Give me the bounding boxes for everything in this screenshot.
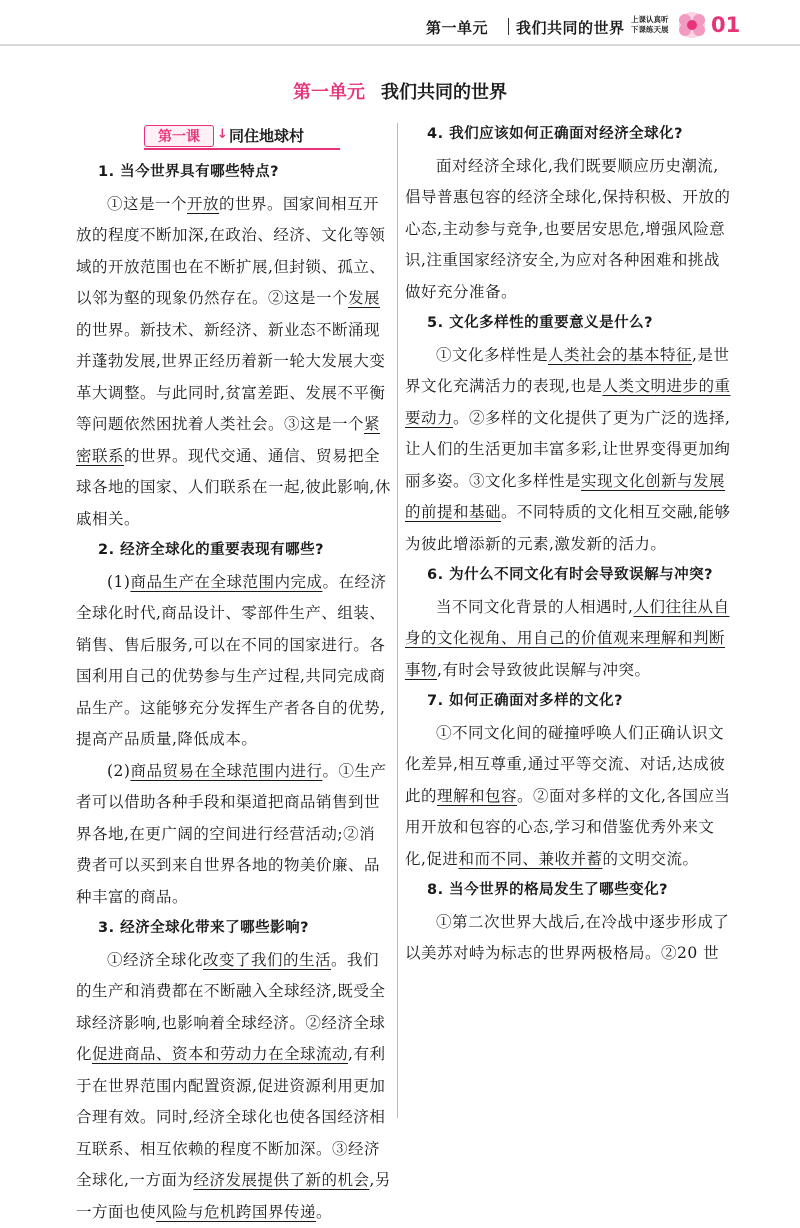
answer-7: ①不同文化间的碰撞呼唤人们正确认识文化差异,相互尊重,通过平等交流、对话,达成彼此的理解和包容。②面对多样的文化,各国应当用开放和包容的心态,学习和借鉴优秀外来文化,促进和而不同、兼收并蓄的文明交流。	[405, 718, 731, 876]
key-term: 和而不同、兼收并蓄	[458, 850, 602, 868]
key-term: 开放	[187, 195, 219, 213]
key-term: 改变了我们的生活	[203, 951, 331, 969]
flower-logo-icon	[675, 10, 709, 40]
key-term: 经济发展提供了新的机会	[193, 1171, 369, 1189]
down-arrow-icon: ↓	[217, 127, 228, 142]
key-term: 商品贸易在全球范围内进行	[130, 762, 322, 780]
header-unit-label: 第一单元	[426, 17, 488, 38]
question-2: 2. 经济全球化的重要表现有哪些?	[76, 535, 391, 567]
key-term: 风险与危机跨国界传递	[156, 1203, 316, 1221]
key-term: 人类文明进步的重要动力	[405, 377, 730, 427]
answer-3: ①经济全球化改变了我们的生活。我们的生产和消费都在不断融入全球经济,既受全球经济影响,也影响着全球经济。②经济全球化促进商品、资本和劳动力在全球流动,有利于在世界范围内配置资源,促进资源利用更加合理有效。同时,经济全球化也使各国经济相互联系、相互依赖的程度不断加深。③经济全球化,一方面为经济发展提供了新的机会,另一方面也使风险与危机跨国界传递。	[76, 945, 391, 1228]
answer-1: ①这是一个开放的世界。国家间相互开放的程度不断加深,在政治、经济、文化等领域的开放范围也在不断扩展,但封锁、孤立、以邻为壑的现象仍然存在。②这是一个发展的世界。新技术、新经济、新业态不断涌现并蓬勃发展,世界正经历着新一轮大发展大变革大调整。与此同时,贫富差距、发展不平衡等问题依然困扰着人类社会。③这是一个紧密联系的世界。现代交通、通信、贸易把全球各地的国家、人们联系在一起,彼此影响,休戚相关。	[76, 189, 391, 536]
lesson-underline	[144, 148, 340, 150]
answer-4: 面对经济全球化,我们既要顺应历史潮流,倡导普惠包容的经济全球化,保持积极、开放的心态,主动参与竞争,也要居安思危,增强风险意识,注重国家经济安全,为应对各种困难和挑战做好充分准备。	[405, 151, 731, 309]
header-divider	[0, 44, 800, 46]
answer-8: ①第二次世界大战后,在冷战中逐步形成了以美苏对峙为标志的世界两极格局。②20 世	[405, 907, 731, 970]
question-1: 1. 当今世界具有哪些特点?	[76, 157, 391, 189]
unit-heading-number: 第一单元	[293, 82, 365, 103]
header-slogan: 上课认真听 下课练天展	[631, 15, 669, 35]
question-8: 8. 当今世界的格局发生了哪些变化?	[405, 875, 731, 907]
answer-2-part-2: (2)商品贸易在全球范围内进行。①生产者可以借助各种手段和渠道把商品销售到世界各地,在更广阔的空间进行经营活动;②消费者可以买到来自世界各地的物美价廉、品种丰富的商品。	[76, 756, 391, 914]
key-term: 促进商品、资本和劳动力在全球流动	[92, 1045, 348, 1063]
header-separator	[508, 18, 509, 35]
unit-heading	[0, 78, 800, 104]
lesson-tag-box: 第一课	[144, 125, 214, 147]
answer-5: ①文化多样性是人类社会的基本特征,是世界文化充满活力的表现,也是人类文明进步的重要动力。②多样的文化提供了更为广泛的选择,让人们的生活更加丰富多彩,让世界变得更加绚丽多姿。③文化多样性是实现文化创新与发展的前提和基础。不同特质的文化相互交融,能够为彼此增添新的元素,激发新的活力。	[405, 340, 731, 561]
unit-heading-name: 我们共同的世界	[381, 82, 507, 103]
key-term: 人类社会的基本特征	[548, 346, 692, 364]
question-3: 3. 经济全球化带来了哪些影响?	[76, 913, 391, 945]
answer-6: 当不同文化背景的人相遇时,人们往往从自身的文化视角、用自己的价值观来理解和判断事物,有时会导致彼此误解与冲突。	[405, 592, 731, 687]
column-divider	[397, 123, 398, 1118]
question-6: 6. 为什么不同文化有时会导致误解与冲突?	[405, 560, 731, 592]
key-term: 人们往往从自身的文化视角、用自己的价值观来理解和判断事物	[405, 598, 729, 679]
key-term: 商品生产在全球范围内完成	[130, 573, 322, 591]
header-title: 我们共同的世界	[516, 17, 625, 38]
answer-2-part-1: (1)商品生产在全球范围内完成。在经济全球化时代,商品设计、零部件生产、组装、销售、售后服务,可以在不同的国家进行。各国利用自己的优势参与生产过程,共同完成商品生产。这能够充分发挥生产者各自的优势,提高产品质量,降低成本。	[76, 567, 391, 756]
left-column	[76, 157, 391, 1228]
question-7: 7. 如何正确面对多样的文化?	[405, 686, 731, 718]
lesson-name: 同住地球村	[229, 124, 304, 148]
key-term: 紧密联系	[76, 415, 380, 465]
right-column	[405, 119, 731, 970]
lesson-tag	[144, 123, 340, 149]
key-term: 理解和包容	[437, 787, 517, 805]
page-number: 01	[711, 13, 740, 37]
question-4: 4. 我们应该如何正确面对经济全球化?	[405, 119, 731, 151]
page-header	[0, 0, 800, 46]
key-term: 实现文化创新与发展的前提和基础	[405, 472, 725, 522]
question-5: 5. 文化多样性的重要意义是什么?	[405, 308, 731, 340]
key-term: 发展	[348, 289, 380, 307]
